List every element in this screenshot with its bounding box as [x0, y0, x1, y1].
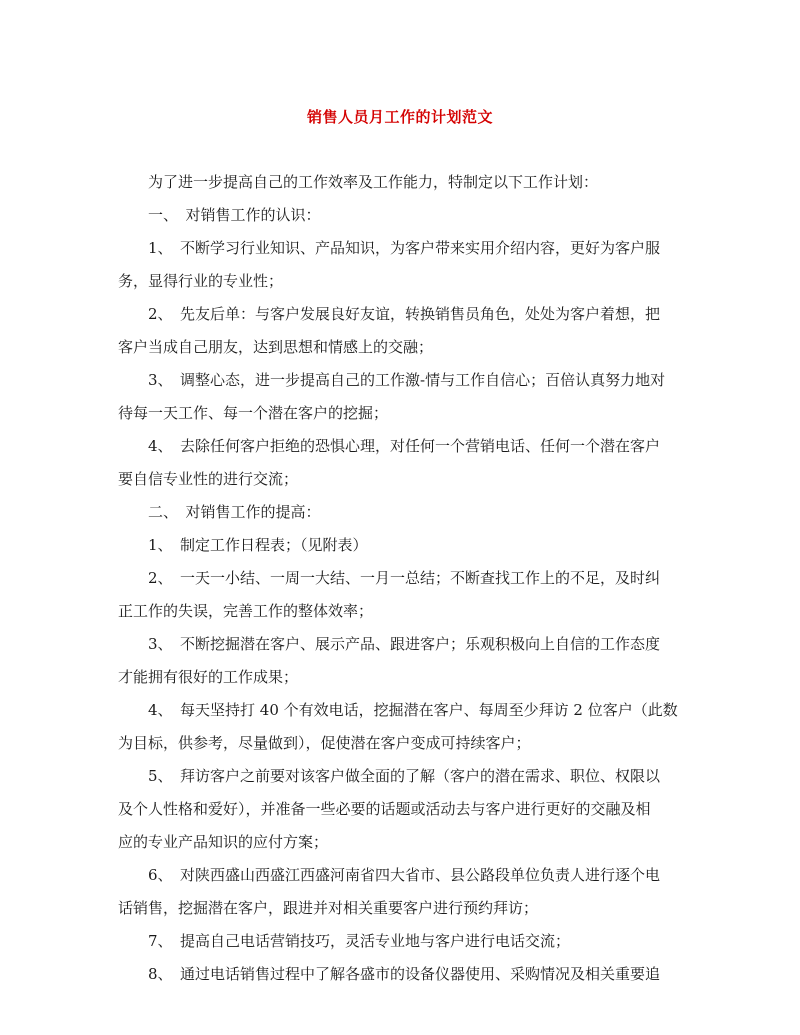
paragraph — [118, 199, 685, 232]
paragraph — [118, 562, 685, 628]
paragraph-line: 要自信专业性的进行交流； — [118, 470, 299, 488]
paragraph-line: 3、 不断挖掘潜在客户、展示产品、跟进客户；乐观积极向上自信的工作态度 — [148, 635, 661, 653]
paragraph-line: 6、 对陕西盛山西盛江西盛河南省四大省市、县公路段单位负责人进行逐个电 — [148, 866, 661, 884]
paragraph-line: 1、 不断学习行业知识、产品知识，为客户带来实用介绍内容，更好为客户服 — [148, 239, 661, 257]
paragraph — [118, 859, 685, 925]
document-title: 销售人员月工作的计划范文 — [306, 108, 493, 126]
paragraph-line: 为了进一步提高自己的工作效率及工作能力，特制定以下工作计划： — [148, 173, 599, 191]
paragraph — [118, 958, 685, 991]
paragraph-line: 4、 每天坚持打 40 个有效电话，挖掘潜在客户、每周至少拜访 2 位客户（此数 — [148, 701, 678, 719]
paragraph — [118, 925, 685, 958]
paragraph-line: 一、 对销售工作的认识： — [148, 206, 321, 224]
paragraph-line: 8、 通过电话销售过程中了解各盛市的设备仪器使用、采购情况及相关重要追 — [148, 965, 661, 983]
paragraph-line: 二、 对销售工作的提高： — [148, 503, 321, 521]
paragraph-line: 正工作的失误，完善工作的整体效率； — [118, 602, 374, 620]
paragraph-line: 2、 一天一小结、一周一大结、一月一总结；不断查找工作上的不足，及时纠 — [148, 569, 661, 587]
paragraph-line: 应的专业产品知识的应付方案； — [118, 833, 329, 851]
paragraph — [118, 364, 685, 430]
paragraph-line: 务，显得行业的专业性； — [118, 272, 284, 290]
paragraph-line: 客户当成自己朋友，达到思想和情感上的交融； — [118, 338, 434, 356]
paragraph-line: 才能拥有很好的工作成果； — [118, 668, 299, 686]
paragraph — [118, 496, 685, 529]
paragraph-line: 5、 拜访客户之前要对该客户做全面的了解（客户的潜在需求、职位、权限以 — [148, 767, 661, 785]
paragraph — [118, 298, 685, 364]
paragraph-line: 待每一天工作、每一个潜在客户的挖掘； — [118, 404, 389, 422]
paragraph — [118, 529, 685, 562]
paragraph — [118, 166, 685, 199]
paragraph — [118, 694, 685, 760]
paragraph-line: 2、 先友后单：与客户发展良好友谊，转换销售员角色，处处为客户着想，把 — [148, 305, 661, 323]
document-body — [118, 166, 685, 991]
paragraph — [118, 760, 685, 859]
paragraph-line: 7、 提高自己电话营销技巧，灵活专业地与客户进行电话交流； — [148, 932, 571, 950]
paragraph-line: 话销售，挖掘潜在客户，跟进并对相关重要客户进行预约拜访； — [118, 899, 539, 917]
paragraph-line: 及个人性格和爱好），并准备一些必要的话题或活动去与客户进行更好的交融及相 — [118, 800, 651, 818]
paragraph-line: 3、 调整心态，进一步提高自己的工作激-情与工作自信心；百倍认真努力地对 — [148, 371, 666, 389]
paragraph-line: 为目标，供参考，尽量做到），促使潜在客户变成可持续客户； — [118, 734, 531, 752]
paragraph-line: 1、 制定工作日程表；（见附表） — [148, 536, 368, 554]
paragraph — [118, 628, 685, 694]
paragraph — [118, 232, 685, 298]
paragraph — [118, 430, 685, 496]
paragraph-line: 4、 去除任何客户拒绝的恐惧心理，对任何一个营销电话、任何一个潜在客户 — [148, 437, 661, 455]
